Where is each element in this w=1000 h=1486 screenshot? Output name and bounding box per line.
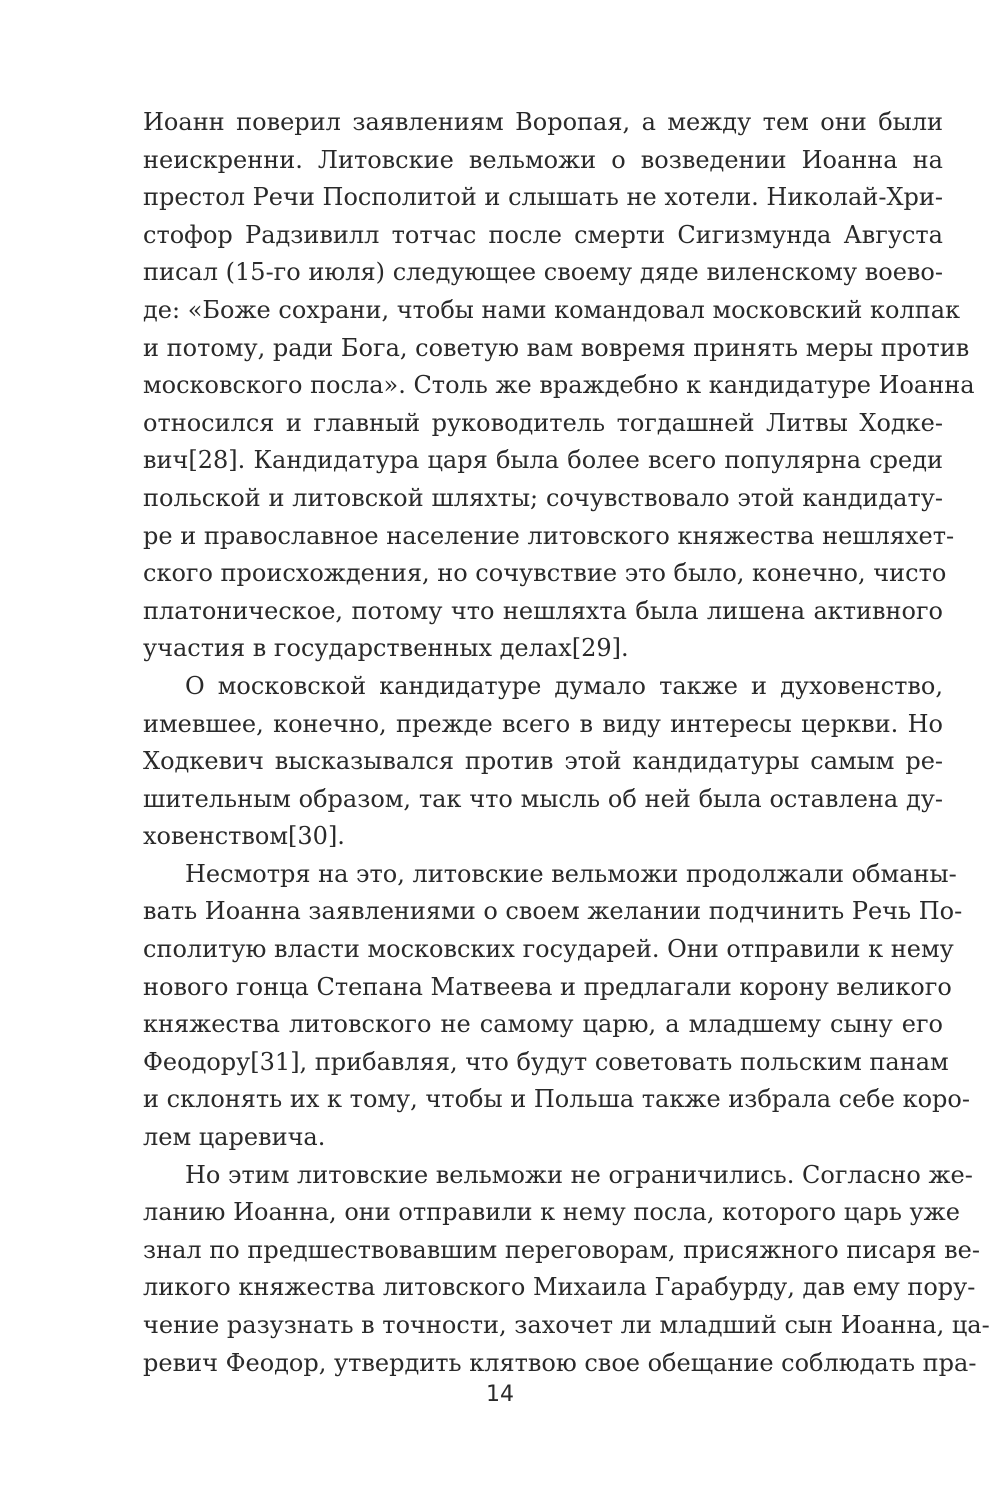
text-line: О московской кандидатуре думало также и духовенство, xyxy=(185,671,943,700)
text-line: чение разузнать в точности, захочет ли младший сын Иоанна, ца- xyxy=(143,1311,990,1339)
text-line: относился и главный руководитель тогдашней Литвы Ходке- xyxy=(143,408,943,437)
text-line: лем царевича. xyxy=(143,1123,326,1152)
paragraph xyxy=(143,104,975,668)
text-line: престол Речи Посполитой и слышать не хотели. Николай-Хри- xyxy=(143,183,943,212)
text-line: княжества литовского не самому царю, а младшему сыну его xyxy=(143,1010,943,1039)
text-line: де: «Боже сохрани, чтобы нами командовал московский колпак xyxy=(143,295,961,324)
text-line: ховенством[30]. xyxy=(143,822,345,851)
text-line: нового гонца Степана Матвеева и предлагали корону великого xyxy=(143,972,952,1001)
text-line: московского посла». Столь же враждебно к кандидатуре Иоанна xyxy=(143,371,975,400)
paragraph xyxy=(143,856,970,1157)
text-line: Ходкевич высказывался против этой кандидатуры самым ре- xyxy=(143,747,943,776)
text-line: стофор Радзивилл тотчас после смерти Сигизмунда Августа xyxy=(143,220,943,249)
text-line: Иоанн поверил заявлениям Воропая, а между тем они были xyxy=(143,108,943,136)
text-line: вать Иоанна заявлениями о своем желании подчинить Речь По- xyxy=(143,897,963,926)
text-line: ревич Феодор, утвердить клятвою свое обещание соблюдать пра- xyxy=(143,1348,977,1377)
text-line: ланию Иоанна, они отправили к нему посла, которого царь уже xyxy=(143,1198,960,1227)
text-line: писал (15-го июля) следующее своему дяде виленскому воево- xyxy=(143,258,943,287)
text-line: ликого княжества литовского Михаила Гарабурду, дав ему пору- xyxy=(143,1273,976,1302)
text-line: Но этим литовские вельможи не ограничились. Согласно же- xyxy=(185,1160,973,1189)
text-line: сполитую власти московских государей. Они отправили к нему xyxy=(143,935,954,964)
text-line: и потому, ради Бога, советую вам вовремя принять меры против xyxy=(143,333,970,362)
text-line: участия в государственных делах[29]. xyxy=(143,634,629,663)
text-line: знал по предшествовавшим переговорам, присяжного писаря ве- xyxy=(143,1235,980,1264)
text-line: Несмотря на это, литовские вельможи продолжали обманы- xyxy=(185,859,957,888)
text-line: шительным образом, так что мысль об ней была оставлена ду- xyxy=(143,784,943,813)
text-line: ского происхождения, но сочувствие это было, конечно, чисто xyxy=(143,559,947,588)
text-line: имевшее, конечно, прежде всего в виду интересы церкви. Но xyxy=(143,709,943,738)
body-text xyxy=(143,104,990,1382)
paragraph xyxy=(143,1157,990,1383)
text-line: вич[28]. Кандидатура царя была более всего популярна среди xyxy=(143,446,943,475)
text-line: и склонять их к тому, чтобы и Польша также избрала себе коро- xyxy=(143,1085,970,1114)
page-number: 14 xyxy=(486,1382,514,1407)
text-line: неискренни. Литовские вельможи о возведении Иоанна на xyxy=(143,145,943,174)
text-line: ре и православное население литовского княжества нешляхет- xyxy=(143,521,955,550)
text-line: платоническое, потому что нешляхта была лишена активного xyxy=(143,596,943,625)
text-line: польской и литовской шляхты; сочувствовало этой кандидату- xyxy=(143,483,943,512)
text-line: Феодору[31], прибавляя, что будут советовать польским панам xyxy=(143,1047,949,1076)
paragraph xyxy=(143,668,943,856)
